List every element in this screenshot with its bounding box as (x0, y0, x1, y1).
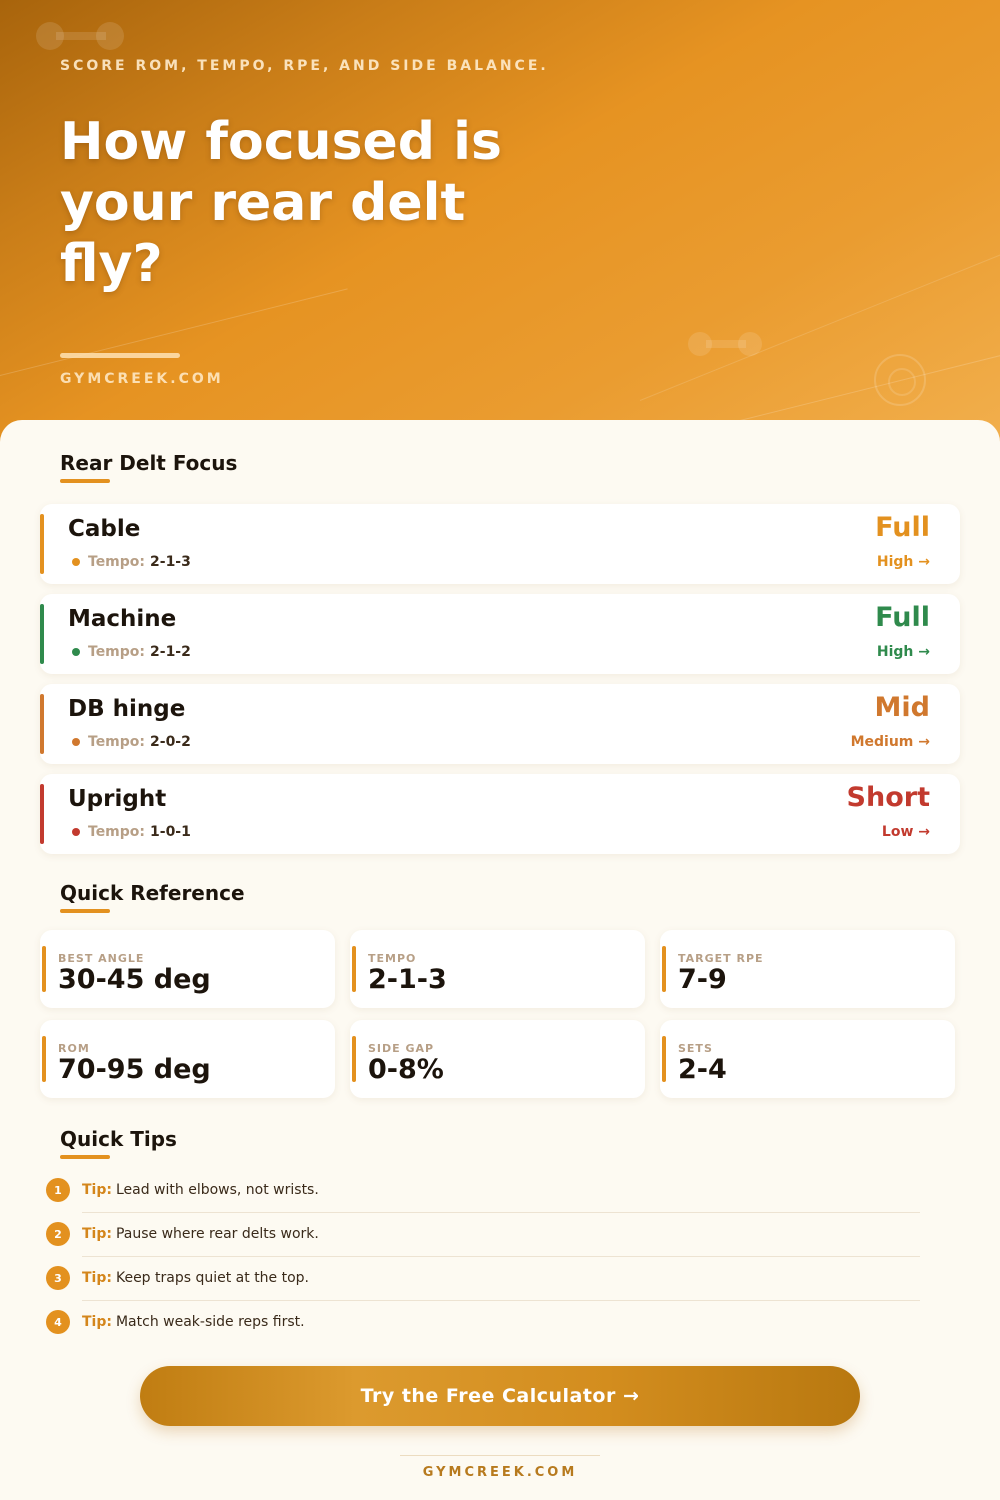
decorative-line (740, 333, 1000, 421)
exercise-name: DB hinge (68, 696, 186, 722)
dumbbell-icon (688, 332, 764, 352)
stat-label: TEMPO (368, 952, 417, 965)
stat-accent-bar (352, 1036, 356, 1082)
tip-divider (82, 1256, 920, 1257)
stat-card-best-angle (40, 930, 335, 1008)
tip-body: Match weak-side reps first. (115, 1314, 305, 1330)
tip-number-badge: 3 (46, 1266, 70, 1290)
stat-value: 2-1-3 (368, 964, 447, 995)
tempo-value: 2-1-2 (150, 644, 191, 660)
exercise-name: Cable (68, 516, 141, 542)
focus-level-link[interactable]: High → (876, 554, 930, 570)
stat-card-target-rpe (660, 930, 955, 1008)
focus-section-heading (60, 451, 237, 483)
rom-rating: Full (875, 602, 930, 633)
footer-divider (400, 1455, 600, 1456)
tip-body: Pause where rear delts work. (115, 1226, 319, 1242)
card-accent-bar (40, 604, 44, 664)
dumbbell-icon (36, 22, 126, 42)
stat-value: 7-9 (678, 964, 727, 995)
stat-accent-bar (42, 946, 46, 992)
stat-card-tempo (350, 930, 645, 1008)
exercise-name: Upright (68, 786, 167, 812)
tempo-label: Tempo: (88, 644, 146, 660)
hero-divider (60, 353, 180, 358)
stat-value: 70-95 deg (58, 1054, 211, 1085)
footer-site-link[interactable]: GYMCREEK.COM (422, 1465, 578, 1480)
tip-item (46, 1214, 920, 1258)
tip-text (82, 1270, 309, 1286)
tempo-label: Tempo: (88, 734, 146, 750)
bullet-dot-icon (72, 648, 80, 656)
rom-rating: Mid (874, 692, 930, 723)
heading-underline (60, 1155, 110, 1159)
reference-section-heading (60, 881, 245, 913)
tempo-value: 1-0-1 (150, 824, 191, 840)
stat-label: BEST ANGLE (58, 952, 145, 965)
stat-card-sets (660, 1020, 955, 1098)
card-accent-bar (40, 694, 44, 754)
stat-accent-bar (42, 1036, 46, 1082)
hero-eyebrow: SCORE ROM, TEMPO, RPE, AND SIDE BALANCE. (60, 58, 549, 74)
tip-prefix: Tip: (82, 1182, 112, 1198)
tempo-value: 2-0-2 (150, 734, 191, 750)
focus-level-link[interactable]: High → (876, 644, 930, 660)
stat-label: TARGET RPE (678, 952, 764, 965)
bullet-dot-icon (72, 558, 80, 566)
decorative-line (640, 243, 1000, 401)
tip-text (82, 1182, 319, 1198)
stat-value: 2-4 (678, 1054, 727, 1085)
stat-card-side-gap (350, 1020, 645, 1098)
tempo-meta (72, 644, 191, 660)
stat-accent-bar (662, 946, 666, 992)
tip-number-badge: 4 (46, 1310, 70, 1334)
card-accent-bar (40, 784, 44, 844)
weight-plate-icon (874, 354, 926, 406)
tempo-meta (72, 554, 191, 570)
tempo-label: Tempo: (88, 554, 146, 570)
tip-divider (82, 1300, 920, 1301)
tip-text (82, 1314, 305, 1330)
tip-body: Keep traps quiet at the top. (115, 1270, 310, 1286)
tips-section-heading (60, 1127, 177, 1159)
stat-accent-bar (662, 1036, 666, 1082)
tip-prefix: Tip: (82, 1314, 112, 1330)
stat-value: 30-45 deg (58, 964, 211, 995)
stat-label: ROM (58, 1042, 90, 1055)
tempo-label: Tempo: (88, 824, 146, 840)
heading-underline (60, 479, 110, 483)
stat-value: 0-8% (368, 1054, 444, 1085)
focus-card-upright[interactable] (40, 774, 960, 854)
free-calculator-button[interactable]: Try the Free Calculator → (140, 1366, 860, 1426)
heading-underline (60, 909, 110, 913)
focus-card-cable[interactable] (40, 504, 960, 584)
tip-prefix: Tip: (82, 1226, 112, 1242)
tip-item (46, 1258, 920, 1302)
stat-accent-bar (352, 946, 356, 992)
focus-level-link[interactable]: Medium → (850, 734, 930, 750)
exercise-name: Machine (68, 606, 177, 632)
hero-site-name: GYMCREEK.COM (60, 371, 224, 387)
bullet-dot-icon (72, 828, 80, 836)
tip-text (82, 1226, 319, 1242)
tip-number-badge: 1 (46, 1178, 70, 1202)
tip-divider (82, 1212, 920, 1213)
tempo-meta (72, 734, 191, 750)
card-accent-bar (40, 514, 44, 574)
tip-prefix: Tip: (82, 1270, 112, 1286)
focus-level-link[interactable]: Low → (881, 824, 930, 840)
focus-heading-text: Rear Delt Focus (60, 451, 238, 475)
hero-banner (0, 0, 1000, 460)
tip-body: Lead with elbows, not wrists. (115, 1182, 319, 1198)
rom-rating: Short (846, 782, 930, 813)
rom-rating: Full (875, 512, 930, 543)
tip-number-badge: 2 (46, 1222, 70, 1246)
bullet-dot-icon (72, 738, 80, 746)
tip-item (46, 1170, 920, 1214)
stat-label: SIDE GAP (368, 1042, 435, 1055)
tip-item (46, 1302, 920, 1346)
focus-card-db-hinge[interactable] (40, 684, 960, 764)
page-title: How focused is your rear delt fly? (60, 112, 502, 294)
focus-card-machine[interactable] (40, 594, 960, 674)
tempo-meta (72, 824, 191, 840)
reference-heading-text: Quick Reference (60, 881, 245, 905)
stat-label: SETS (678, 1042, 713, 1055)
tempo-value: 2-1-3 (150, 554, 191, 570)
tips-heading-text: Quick Tips (60, 1127, 177, 1151)
stat-card-rom (40, 1020, 335, 1098)
